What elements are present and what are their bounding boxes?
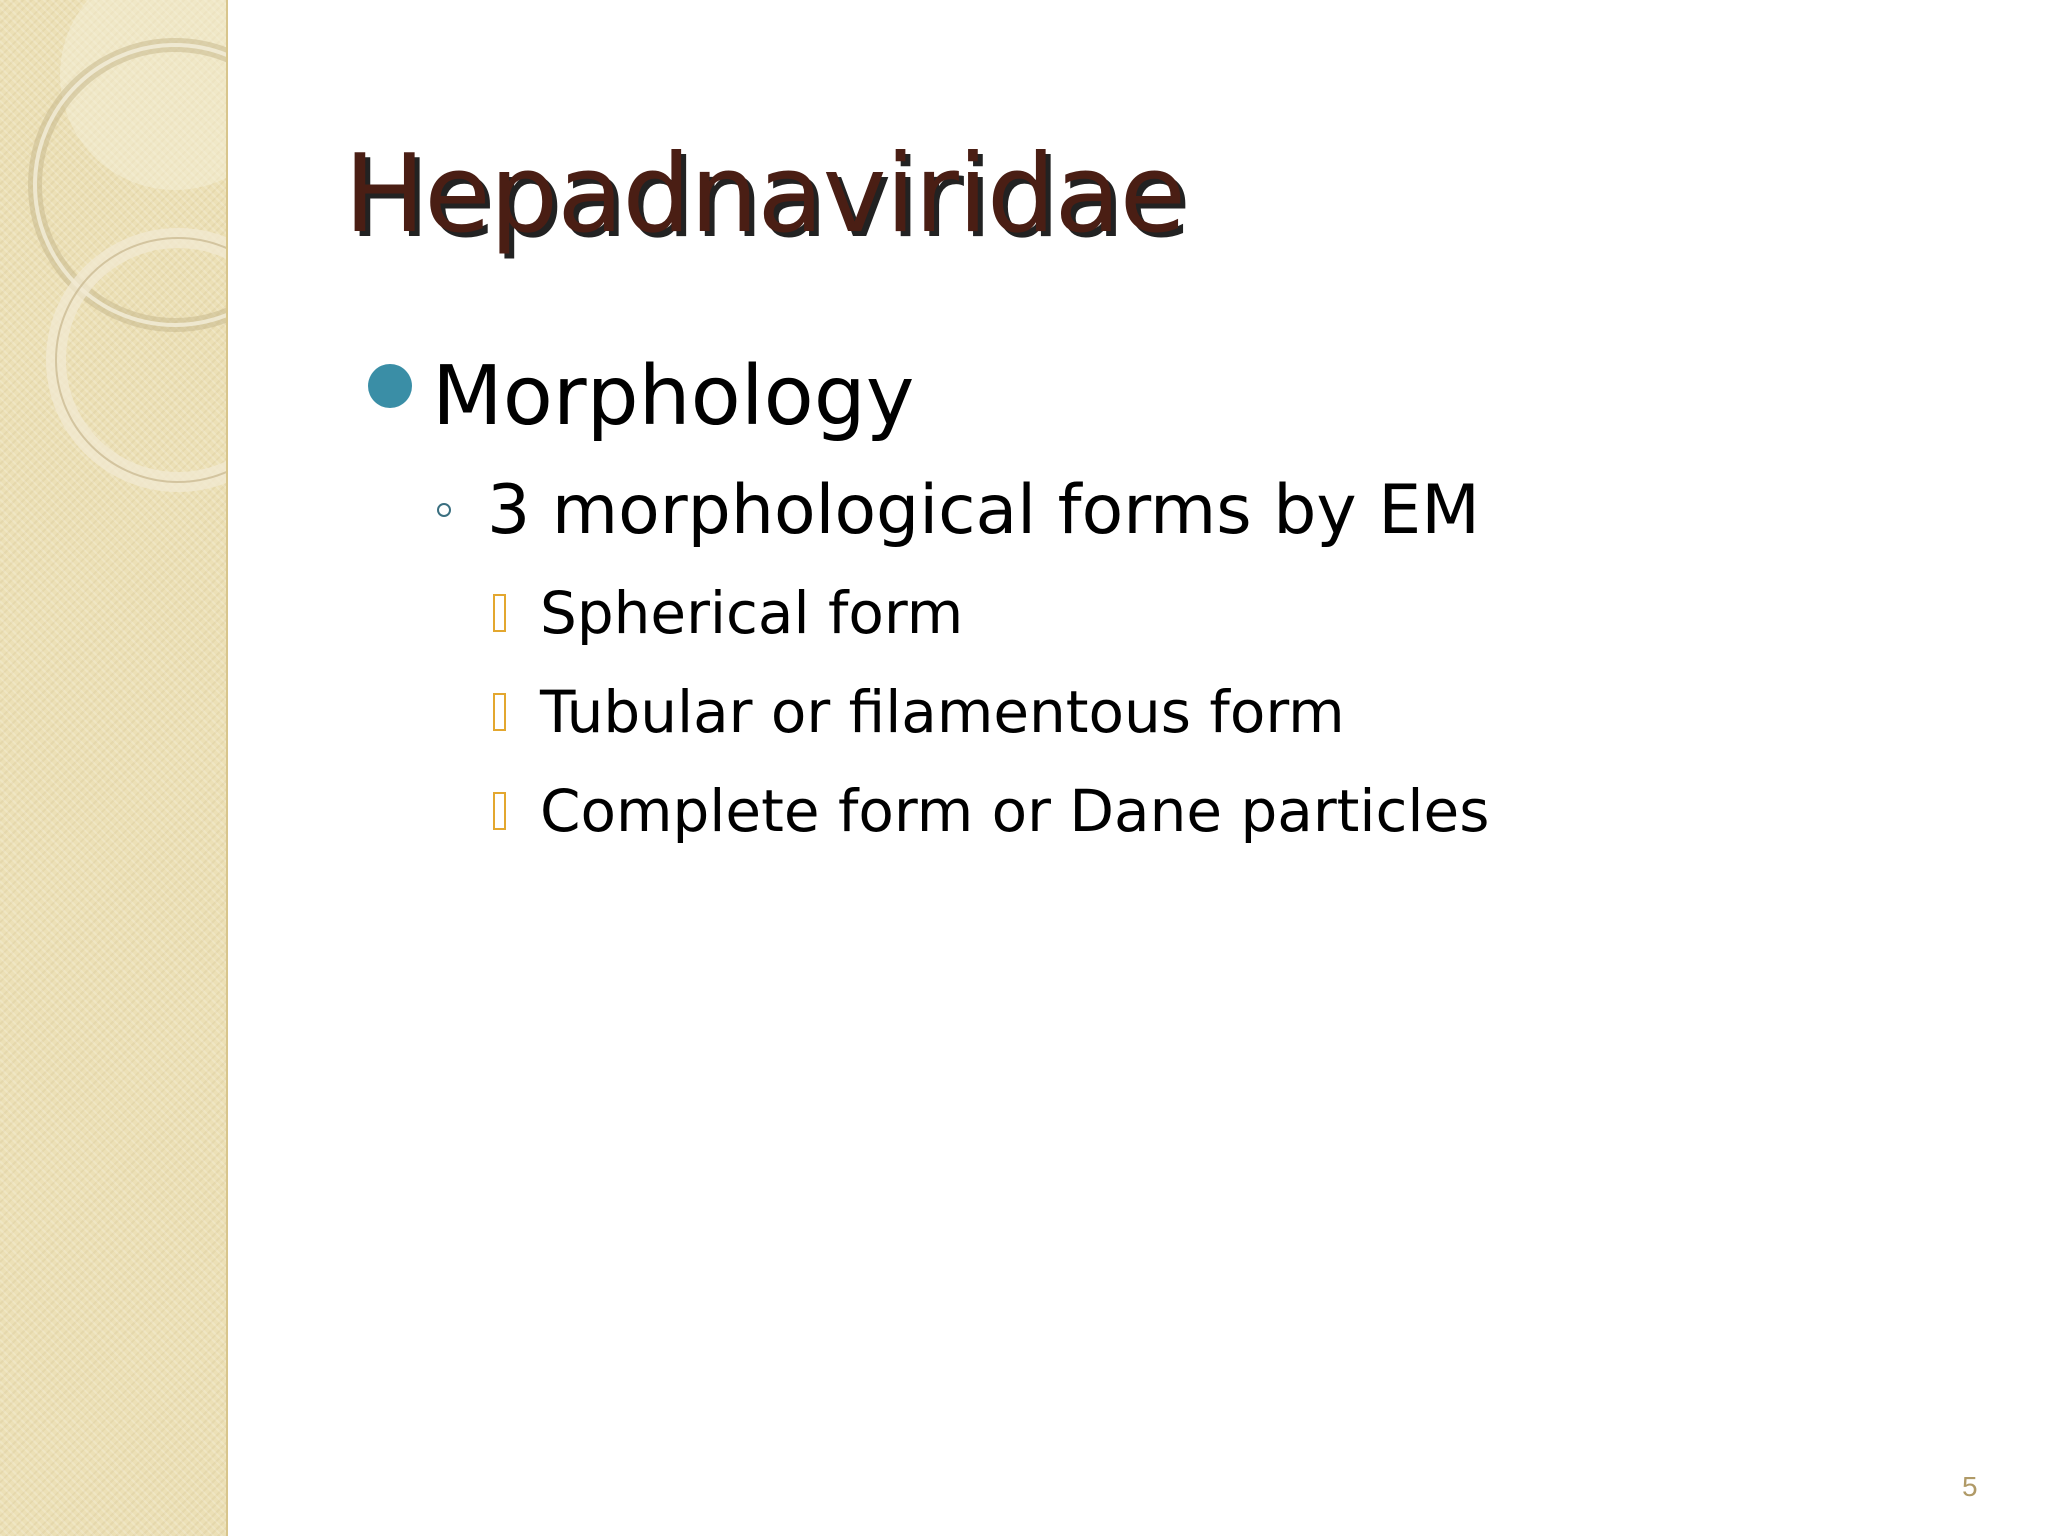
sub-sub-bullet-spherical: Spherical form: [540, 579, 964, 647]
decorative-rings-icon: [0, 0, 228, 520]
level1-bullet-icon: [368, 364, 412, 408]
level2-bullet-icon: [437, 503, 451, 517]
level3-bullet-icon: [493, 594, 506, 632]
level3-bullet-icon: [493, 693, 506, 731]
sub-bullet-morphological-forms: 3 morphological forms by EM: [487, 471, 1480, 550]
page-number: 5: [1962, 1471, 1978, 1502]
decorative-sidebar: [0, 0, 228, 1536]
bullet-morphology: Morphology: [432, 349, 915, 444]
sidebar-divider: [226, 0, 228, 1536]
level3-bullet-icon: [493, 792, 506, 830]
sub-sub-bullet-tubular: Tubular or filamentous form: [540, 678, 1345, 746]
slide-title: Hepadnaviridae: [344, 132, 1186, 257]
sub-sub-bullet-complete: Complete form or Dane particles: [540, 777, 1490, 845]
